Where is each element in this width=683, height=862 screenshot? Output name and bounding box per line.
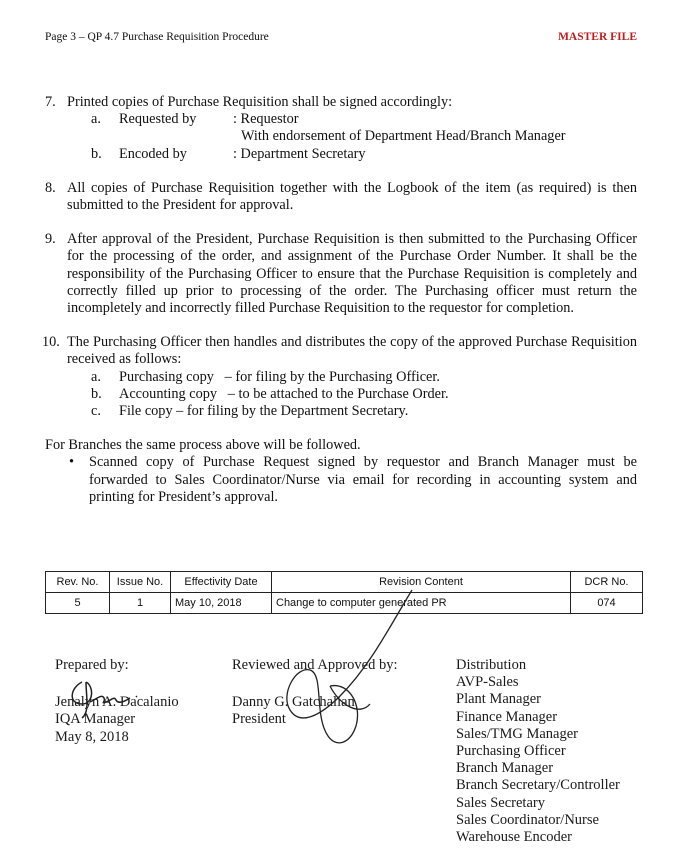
bullet-text: Scanned copy of Purchase Request signed by requestor and Branch Manager must be forwarded to Sales Coordinator/Nurse via email for recording in accounting system and printing for President’s approval. [89, 454, 637, 505]
step-text: After approval of the President, Purchase Requisition is then submitted to the Purchasing Officer for the processing of the order, and assignment of the Purchase Order Number. It shall be the responsibility of the Purchasing Officer to ensure that the Purchase Requisition is completely and correctly filled up prior to processing of the order. The Purchasing officer must return the incompletely and incorrectly filled Purchase Requisition to the requestor for completion. [67, 231, 637, 317]
distribution-item: Sales Coordinator/Nurse [456, 811, 599, 828]
sub-item-c [67, 403, 637, 420]
procedure-step-7 [45, 94, 637, 163]
distribution-title: Distribution [456, 657, 527, 673]
table-cell: 074 [571, 593, 643, 614]
distribution-item: Purchasing Officer [456, 743, 566, 760]
prepared-by-date: May 8, 2018 [55, 728, 129, 745]
sub-letter: b. [91, 145, 102, 162]
reviewed-by-position: President [232, 711, 286, 727]
sub-value: : Requestor [233, 111, 299, 128]
sub-item-a [67, 369, 637, 386]
col-header: Revision Content [272, 572, 571, 593]
reviewed-by-name: Danny G. Gatchalian [232, 693, 355, 710]
branches-intro: For Branches the same process above will be followed. [45, 437, 361, 454]
bullet-icon: • [69, 454, 75, 471]
distribution-item: Sales Secretary [456, 794, 545, 811]
sub-letter: a. [91, 111, 101, 128]
step-text: Printed copies of Purchase Requisition shall be signed accordingly: [67, 94, 453, 110]
sub-letter: b. [91, 385, 102, 402]
sub-item-b [67, 386, 637, 403]
master-file-label: MASTER FILE [558, 31, 637, 43]
branches-bullet-item [45, 454, 637, 506]
table-cell: Change to computer generated PR [272, 593, 571, 614]
prepared-signature-icon [60, 674, 150, 720]
prepared-by-title: Prepared by: [55, 657, 129, 673]
sub-item-a [67, 111, 637, 128]
distribution-item: Sales/TMG Manager [456, 725, 579, 742]
step-text: The Purchasing Officer then handles and distributes the copy of the approved Purchase Requisition received as follows: [67, 334, 637, 368]
col-header: DCR No. [571, 572, 643, 593]
procedure-step-8 [45, 180, 637, 214]
distribution-item: Branch Secretary/Controller [456, 777, 620, 794]
step-number: 10. [42, 334, 60, 351]
procedure-step-9 [45, 231, 637, 317]
header-doc-title: Page 3 – QP 4.7 Purchase Requisition Procedure [45, 31, 269, 43]
distribution-block [456, 657, 620, 846]
sub-letter: a. [91, 368, 101, 385]
sub-label: Requested by [119, 111, 197, 128]
sub-text: File copy – for filing by the Department Secretary. [119, 403, 409, 420]
sub-letter: c. [91, 403, 101, 420]
sub-item-a-continued [67, 128, 637, 145]
table-cell: May 10, 2018 [171, 593, 272, 614]
prepared-by-name: Jenalyn A. Dacalanio [55, 693, 179, 710]
sub-continuation: With endorsement of Department Head/Branch Manager [241, 128, 566, 145]
col-header: Issue No. [110, 572, 171, 593]
step-number: 9. [45, 231, 56, 248]
procedure-step-10 [42, 334, 637, 420]
sub-item-b [67, 146, 637, 163]
table-cell: 1 [110, 593, 171, 614]
distribution-item: Plant Manager [456, 691, 541, 708]
sub-value: : Department Secretary [233, 145, 366, 162]
sub-text: Accounting copy – to be attached to the Purchase Order. [119, 385, 449, 402]
sub-label: Encoded by [119, 145, 187, 162]
reviewed-by-title: Reviewed and Approved by: [232, 657, 398, 673]
col-header: Effectivity Date [171, 572, 272, 593]
sub-text: Purchasing copy – for filing by the Purchasing Officer. [119, 368, 440, 385]
table-cell: 5 [46, 593, 110, 614]
col-header: Rev. No. [46, 572, 110, 593]
approval-signature-icon [270, 586, 430, 766]
distribution-item: AVP-Sales [456, 674, 519, 691]
step-text: All copies of Purchase Requisition together with the Logbook of the item (as required) is then submitted to the President for approval. [67, 179, 637, 214]
document-body [42, 94, 637, 506]
distribution-item: Warehouse Encoder [456, 829, 572, 846]
distribution-item: Finance Manager [456, 708, 558, 725]
step-number: 7. [45, 94, 56, 110]
distribution-item: Branch Manager [456, 760, 554, 777]
step-number: 8. [45, 179, 56, 196]
prepared-by-position: IQA Manager [55, 711, 136, 727]
